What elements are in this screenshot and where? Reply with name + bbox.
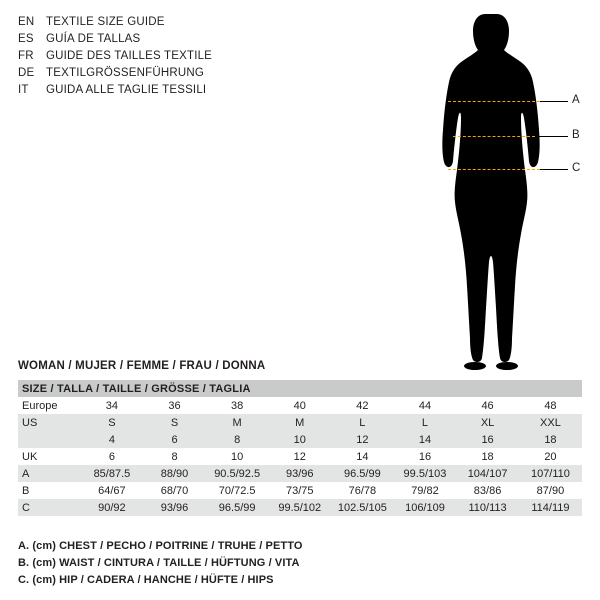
language-code: IT — [18, 84, 29, 96]
table-cell: 76/78 — [331, 482, 394, 499]
table-cell: 90.5/92.5 — [206, 465, 269, 482]
language-row — [18, 67, 338, 84]
table-cell: 64/67 — [81, 482, 144, 499]
table-cell: 93/96 — [268, 465, 331, 482]
row-label: UK — [18, 448, 81, 465]
table-cell: 12 — [331, 431, 394, 448]
row-label — [18, 431, 81, 448]
table-cell: M — [206, 414, 269, 431]
table-header-row — [18, 380, 582, 397]
language-list — [18, 16, 338, 101]
table-cell: 88/90 — [143, 465, 206, 482]
table-cell: 10 — [206, 448, 269, 465]
measure-line-waist — [453, 136, 535, 137]
row-label: B — [18, 482, 81, 499]
table-row — [18, 397, 582, 414]
language-code: DE — [18, 67, 35, 79]
table-cell: 102.5/105 — [331, 499, 394, 516]
legend-line-c: C. (cm) HIP / CADERA / HANCHE / HÜFTE / HIPS — [18, 574, 274, 586]
table-cell: 48 — [519, 397, 582, 414]
table-cell: 104/107 — [456, 465, 519, 482]
table-cell: L — [394, 414, 457, 431]
table-cell: 87/90 — [519, 482, 582, 499]
language-title: GUIDE DES TAILLES TEXTILE — [46, 50, 213, 62]
table-cell: S — [143, 414, 206, 431]
measure-leader-chest — [540, 101, 568, 102]
table-header-label: SIZE / TALLA / TAILLE / GRÖSSE / TAGLIA — [18, 380, 582, 397]
language-code: EN — [18, 16, 35, 28]
table-cell: 73/75 — [268, 482, 331, 499]
table-row — [18, 465, 582, 482]
language-row — [18, 84, 338, 101]
table-cell: 85/87.5 — [81, 465, 144, 482]
row-label: C — [18, 499, 81, 516]
table-row — [18, 499, 582, 516]
measure-line-chest — [448, 101, 540, 102]
table-cell: 106/109 — [394, 499, 457, 516]
language-title: TEXTILE SIZE GUIDE — [46, 16, 165, 28]
table-cell: 36 — [143, 397, 206, 414]
language-code: FR — [18, 50, 34, 62]
table-cell: 18 — [456, 448, 519, 465]
table-cell: 20 — [519, 448, 582, 465]
measure-label-a: A — [572, 94, 580, 106]
measure-leader-hip — [540, 169, 568, 170]
silhouette-icon — [390, 6, 595, 376]
table-cell: 114/119 — [519, 499, 582, 516]
table-cell: 46 — [456, 397, 519, 414]
table-cell: XL — [456, 414, 519, 431]
measure-label-c: C — [572, 162, 581, 174]
language-title: GUÍA DE TALLAS — [46, 33, 141, 45]
table-cell: 96.5/99 — [206, 499, 269, 516]
table-cell: XXL — [519, 414, 582, 431]
measure-line-hip — [448, 169, 540, 170]
table-cell: 79/82 — [394, 482, 457, 499]
table-cell: 16 — [456, 431, 519, 448]
table-cell: 70/72.5 — [206, 482, 269, 499]
measure-leader-waist — [535, 136, 568, 137]
table-cell: 96.5/99 — [331, 465, 394, 482]
language-row — [18, 33, 338, 50]
table-cell: 38 — [206, 397, 269, 414]
table-cell: 12 — [268, 448, 331, 465]
table-cell: 6 — [81, 448, 144, 465]
table-cell: L — [331, 414, 394, 431]
language-title: TEXTILGRÖSSENFÜHRUNG — [46, 67, 204, 79]
table-cell: 42 — [331, 397, 394, 414]
table-cell: 16 — [394, 448, 457, 465]
table-cell: 110/113 — [456, 499, 519, 516]
table-cell: 68/70 — [143, 482, 206, 499]
size-table — [18, 380, 582, 516]
table-cell: 4 — [81, 431, 144, 448]
table-cell: M — [268, 414, 331, 431]
table-cell: 34 — [81, 397, 144, 414]
table-row — [18, 448, 582, 465]
row-label: A — [18, 465, 81, 482]
table-cell: 40 — [268, 397, 331, 414]
row-label: US — [18, 414, 81, 431]
table-row — [18, 482, 582, 499]
table-cell: 14 — [331, 448, 394, 465]
table-cell: 8 — [206, 431, 269, 448]
table-cell: 107/110 — [519, 465, 582, 482]
section-title: WOMAN / MUJER / FEMME / FRAU / DONNA — [18, 360, 266, 372]
legend-line-b: B. (cm) WAIST / CINTURA / TAILLE / HÜFTUNG / VITA — [18, 557, 300, 569]
table-row — [18, 431, 582, 448]
female-silhouette-figure — [390, 6, 595, 376]
table-cell: 6 — [143, 431, 206, 448]
table-cell: S — [81, 414, 144, 431]
legend-line-a: A. (cm) CHEST / PECHO / POITRINE / TRUHE / PETTO — [18, 540, 303, 552]
table-cell: 83/86 — [456, 482, 519, 499]
table-cell: 99.5/102 — [268, 499, 331, 516]
language-row — [18, 50, 338, 67]
language-title: GUIDA ALLE TAGLIE TESSILI — [46, 84, 207, 96]
language-row — [18, 16, 338, 33]
table-cell: 18 — [519, 431, 582, 448]
measure-label-b: B — [572, 129, 580, 141]
table-row — [18, 414, 582, 431]
table-cell: 99.5/103 — [394, 465, 457, 482]
table-cell: 8 — [143, 448, 206, 465]
table-cell: 44 — [394, 397, 457, 414]
table-cell: 10 — [268, 431, 331, 448]
measurement-legend — [18, 540, 578, 591]
language-code: ES — [18, 33, 34, 45]
row-label: Europe — [18, 397, 81, 414]
table-cell: 90/92 — [81, 499, 144, 516]
table-cell: 14 — [394, 431, 457, 448]
size-table-container — [18, 380, 582, 516]
table-cell: 93/96 — [143, 499, 206, 516]
